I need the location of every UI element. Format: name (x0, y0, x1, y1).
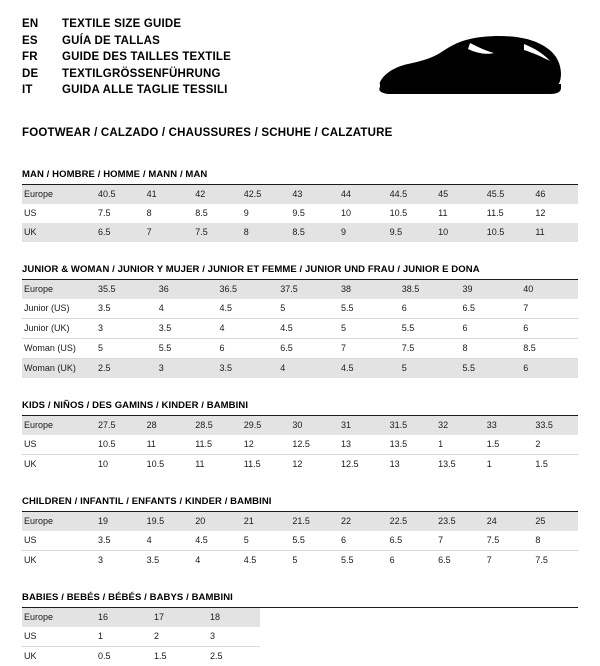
section-kids (22, 400, 578, 474)
language-row (22, 66, 231, 83)
language-title-list (22, 16, 231, 99)
size-cell: 11 (189, 455, 238, 475)
size-cell: 7.5 (396, 339, 457, 359)
section-title: KIDS / NIÑOS / DES GAMINS / KINDER / BAMBINI (22, 400, 578, 416)
section-children (22, 496, 578, 570)
table-row (22, 512, 578, 531)
size-cell: 6.5 (432, 551, 481, 571)
size-cell: 33 (481, 416, 530, 435)
size-cell: 37.5 (274, 280, 335, 299)
size-cell: 5.5 (457, 359, 518, 379)
footwear-category-line: FOOTWEAR / CALZADO / CHAUSSURES / SCHUHE / CALZATURE (22, 127, 578, 139)
size-cell: 11.5 (238, 455, 287, 475)
row-label: US (22, 435, 92, 455)
table-row (22, 223, 578, 242)
row-label: Junior (UK) (22, 319, 92, 339)
size-cell: 6 (457, 319, 518, 339)
size-cell: 4 (274, 359, 335, 379)
size-table-body (22, 512, 578, 570)
row-label: Woman (UK) (22, 359, 92, 379)
size-cell: 38.5 (396, 280, 457, 299)
size-cell: 45 (432, 185, 481, 204)
size-cell: 12 (286, 455, 335, 475)
size-cell: 0.5 (92, 647, 148, 666)
size-cell: 6 (517, 359, 578, 379)
size-cell: 13.5 (432, 455, 481, 475)
size-cell: 6 (214, 339, 275, 359)
size-cell: 9 (238, 204, 287, 223)
size-cell: 1 (481, 455, 530, 475)
row-label: Europe (22, 512, 92, 531)
row-label: UK (22, 647, 92, 666)
size-table-children (22, 512, 578, 570)
size-cell: 6.5 (384, 531, 433, 551)
language-code: ES (22, 33, 62, 50)
table-row (22, 280, 578, 299)
table-row (22, 185, 578, 204)
size-cell: 10.5 (481, 223, 530, 242)
row-label: Europe (22, 608, 92, 627)
size-cell: 13 (384, 455, 433, 475)
section-title: BABIES / BEBÉS / BÉBÉS / BABYS / BAMBINI (22, 592, 578, 608)
size-cell: 43 (286, 185, 335, 204)
language-title: TEXTILE SIZE GUIDE (62, 16, 231, 33)
table-row (22, 359, 578, 379)
size-cell: 7 (335, 339, 396, 359)
language-row (22, 49, 231, 66)
size-cell: 36 (153, 280, 214, 299)
size-cell: 11 (141, 435, 190, 455)
size-cell: 31 (335, 416, 384, 435)
row-label: US (22, 627, 92, 647)
row-label: US (22, 204, 92, 223)
size-cell: 46 (529, 185, 578, 204)
language-title: GUÍA DE TALLAS (62, 33, 231, 50)
size-cell: 28.5 (189, 416, 238, 435)
language-code: EN (22, 16, 62, 33)
size-cell: 7.5 (189, 223, 238, 242)
size-cell: 7.5 (529, 551, 578, 571)
language-row (22, 33, 231, 50)
size-cell: 8 (141, 204, 190, 223)
size-cell: 40 (517, 280, 578, 299)
language-title-list-body (22, 16, 231, 99)
size-table-babies (22, 608, 260, 666)
size-cell: 1 (432, 435, 481, 455)
size-cell: 8.5 (517, 339, 578, 359)
section-junior-woman (22, 264, 578, 378)
size-cell: 5.5 (335, 299, 396, 319)
language-code: DE (22, 66, 62, 83)
language-row (22, 16, 231, 33)
size-cell: 8.5 (286, 223, 335, 242)
size-cell: 6 (384, 551, 433, 571)
size-cell: 5 (238, 531, 287, 551)
size-cell: 6 (517, 319, 578, 339)
size-cell: 13.5 (384, 435, 433, 455)
size-cell: 7 (517, 299, 578, 319)
row-label: Europe (22, 416, 92, 435)
size-cell: 7 (141, 223, 190, 242)
size-cell: 2 (529, 435, 578, 455)
size-table-body (22, 280, 578, 378)
table-row (22, 319, 578, 339)
size-cell: 3 (92, 551, 141, 571)
size-table-man (22, 185, 578, 242)
size-cell: 5 (335, 319, 396, 339)
size-cell: 7.5 (481, 531, 530, 551)
table-row (22, 647, 260, 666)
size-cell: 2.5 (204, 647, 260, 666)
table-row (22, 416, 578, 435)
size-cell: 5.5 (335, 551, 384, 571)
size-cell: 2.5 (92, 359, 153, 379)
size-cell: 17 (148, 608, 204, 627)
size-cell: 22 (335, 512, 384, 531)
language-title: TEXTILGRÖSSENFÜHRUNG (62, 66, 231, 83)
size-cell: 40.5 (92, 185, 141, 204)
size-cell: 23.5 (432, 512, 481, 531)
table-row (22, 551, 578, 571)
language-code: FR (22, 49, 62, 66)
size-cell: 9.5 (286, 204, 335, 223)
size-cell: 10 (92, 455, 141, 475)
size-cell: 1.5 (481, 435, 530, 455)
section-title: MAN / HOMBRE / HOMME / MANN / MAN (22, 169, 578, 185)
size-cell: 29.5 (238, 416, 287, 435)
section-man (22, 169, 578, 242)
size-table-body (22, 416, 578, 474)
size-cell: 25 (529, 512, 578, 531)
size-cell: 44 (335, 185, 384, 204)
row-label: Woman (US) (22, 339, 92, 359)
size-table-junior-woman (22, 280, 578, 378)
size-cell: 36.5 (214, 280, 275, 299)
table-row (22, 299, 578, 319)
header (22, 16, 578, 109)
size-cell: 6.5 (274, 339, 335, 359)
size-cell: 3.5 (92, 531, 141, 551)
size-cell: 21 (238, 512, 287, 531)
size-cell: 10.5 (141, 455, 190, 475)
size-cell: 8 (529, 531, 578, 551)
size-cell: 5 (396, 359, 457, 379)
size-cell: 41 (141, 185, 190, 204)
size-cell: 6 (335, 531, 384, 551)
size-cell: 3.5 (214, 359, 275, 379)
size-cell: 44.5 (384, 185, 433, 204)
size-cell: 6 (396, 299, 457, 319)
size-cell: 1.5 (529, 455, 578, 475)
size-cell: 13 (335, 435, 384, 455)
row-label: Europe (22, 185, 92, 204)
size-cell: 11 (529, 223, 578, 242)
table-row (22, 204, 578, 223)
size-cell: 33.5 (529, 416, 578, 435)
language-row (22, 82, 231, 99)
size-cell: 6.5 (457, 299, 518, 319)
size-cell: 24 (481, 512, 530, 531)
row-label: UK (22, 551, 92, 571)
size-cell: 6.5 (92, 223, 141, 242)
size-cell: 30 (286, 416, 335, 435)
size-cell: 35.5 (92, 280, 153, 299)
size-cell: 20 (189, 512, 238, 531)
size-cell: 27.5 (92, 416, 141, 435)
size-cell: 12.5 (286, 435, 335, 455)
size-table-body (22, 608, 260, 666)
size-cell: 4 (153, 299, 214, 319)
row-label: US (22, 531, 92, 551)
size-cell: 4 (214, 319, 275, 339)
size-cell: 21.5 (286, 512, 335, 531)
size-cell: 5 (286, 551, 335, 571)
language-title: GUIDA ALLE TAGLIE TESSILI (62, 82, 231, 99)
size-cell: 11.5 (481, 204, 530, 223)
size-table-kids (22, 416, 578, 474)
dress-shoe-icon (374, 34, 564, 109)
size-cell: 42 (189, 185, 238, 204)
size-cell: 2 (148, 627, 204, 647)
table-row (22, 627, 260, 647)
size-cell: 42.5 (238, 185, 287, 204)
size-cell: 39 (457, 280, 518, 299)
section-title: JUNIOR & WOMAN / JUNIOR Y MUJER / JUNIOR ET FEMME / JUNIOR UND FRAU / JUNIOR E DONA (22, 264, 578, 280)
size-cell: 16 (92, 608, 148, 627)
section-babies (22, 592, 578, 666)
size-cell: 5 (274, 299, 335, 319)
size-cell: 19 (92, 512, 141, 531)
size-cell: 12.5 (335, 455, 384, 475)
size-cell: 8 (238, 223, 287, 242)
language-title: GUIDE DES TAILLES TEXTILE (62, 49, 231, 66)
size-cell: 3 (153, 359, 214, 379)
size-cell: 3.5 (92, 299, 153, 319)
size-cell: 11.5 (189, 435, 238, 455)
size-cell: 19.5 (141, 512, 190, 531)
size-cell: 4.5 (214, 299, 275, 319)
size-cell: 28 (141, 416, 190, 435)
section-title: CHILDREN / INFANTIL / ENFANTS / KINDER / BAMBINI (22, 496, 578, 512)
size-cell: 8.5 (189, 204, 238, 223)
size-cell: 8 (457, 339, 518, 359)
language-code: IT (22, 82, 62, 99)
size-cell: 5 (92, 339, 153, 359)
size-cell: 10.5 (92, 435, 141, 455)
size-cell: 1.5 (148, 647, 204, 666)
table-row (22, 531, 578, 551)
row-label: Junior (US) (22, 299, 92, 319)
size-cell: 9.5 (384, 223, 433, 242)
size-cell: 7 (432, 531, 481, 551)
row-label: UK (22, 455, 92, 475)
size-cell: 5.5 (153, 339, 214, 359)
size-table-body (22, 185, 578, 242)
size-cell: 32 (432, 416, 481, 435)
size-cell: 5.5 (396, 319, 457, 339)
size-cell: 3.5 (141, 551, 190, 571)
table-row (22, 608, 260, 627)
size-cell: 4.5 (274, 319, 335, 339)
table-row (22, 455, 578, 475)
size-cell: 1 (92, 627, 148, 647)
size-cell: 3 (92, 319, 153, 339)
row-label: UK (22, 223, 92, 242)
size-cell: 4.5 (189, 531, 238, 551)
size-cell: 11 (432, 204, 481, 223)
table-row (22, 339, 578, 359)
size-cell: 31.5 (384, 416, 433, 435)
size-cell: 4.5 (238, 551, 287, 571)
size-cell: 38 (335, 280, 396, 299)
size-cell: 7.5 (92, 204, 141, 223)
size-cell: 10 (432, 223, 481, 242)
size-cell: 18 (204, 608, 260, 627)
size-cell: 4 (189, 551, 238, 571)
size-cell: 22.5 (384, 512, 433, 531)
size-cell: 4 (141, 531, 190, 551)
size-cell: 12 (238, 435, 287, 455)
size-cell: 10 (335, 204, 384, 223)
size-cell: 45.5 (481, 185, 530, 204)
row-label: Europe (22, 280, 92, 299)
size-cell: 7 (481, 551, 530, 571)
size-cell: 3 (204, 627, 260, 647)
size-cell: 10.5 (384, 204, 433, 223)
size-cell: 5.5 (286, 531, 335, 551)
size-cell: 12 (529, 204, 578, 223)
size-cell: 4.5 (335, 359, 396, 379)
size-cell: 3.5 (153, 319, 214, 339)
size-cell: 9 (335, 223, 384, 242)
table-row (22, 435, 578, 455)
